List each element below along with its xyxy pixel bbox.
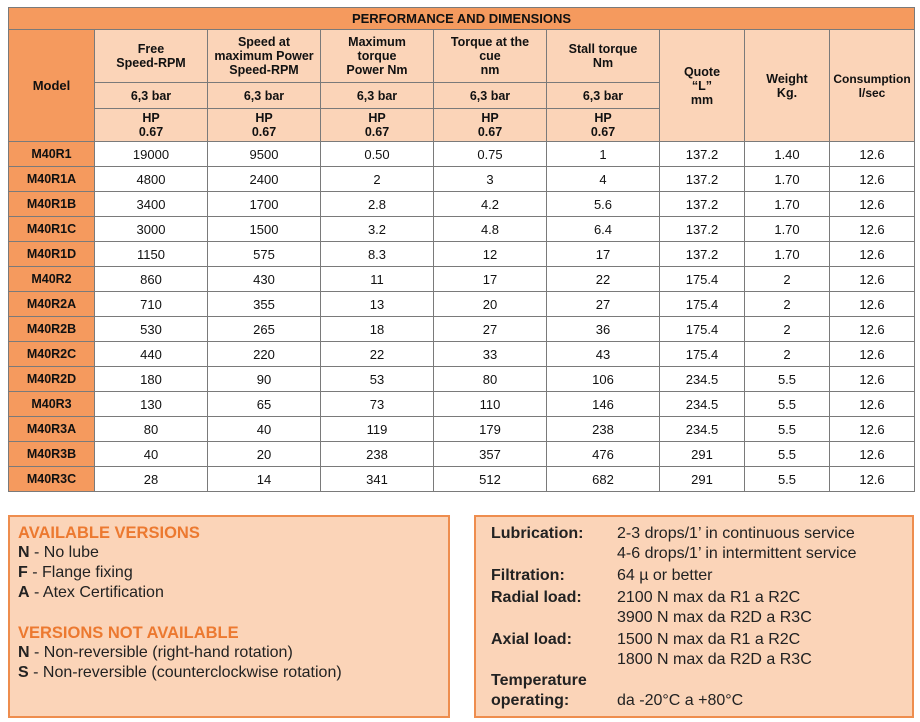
- weight-cell: 5.5: [745, 367, 830, 392]
- max-torque-cell: 11: [321, 267, 434, 292]
- weight-cell: 5.5: [745, 392, 830, 417]
- available-versions-title: AVAILABLE VERSIONS: [18, 524, 200, 542]
- model-cell: M40R1B: [9, 192, 95, 217]
- quote-l-cell: 291: [660, 467, 745, 492]
- speed-max-power-cell: 9500: [208, 142, 321, 167]
- stall-torque-cell: 682: [547, 467, 660, 492]
- axial-load-label: Axial load:: [491, 631, 572, 648]
- model-cell: M40R2: [9, 267, 95, 292]
- table-row: [9, 417, 915, 442]
- pressure-label: 6,3 bar: [95, 83, 208, 109]
- torque-cue-cell: 80: [434, 367, 547, 392]
- stall-torque-cell: 17: [547, 242, 660, 267]
- torque-cue-cell: 512: [434, 467, 547, 492]
- weight-cell: 1.70: [745, 192, 830, 217]
- temperature-value: da -20°C a +80°C: [617, 692, 744, 709]
- free-speed-cell: 80: [95, 417, 208, 442]
- weight-cell: 1.70: [745, 242, 830, 267]
- speed-max-power-cell: 265: [208, 317, 321, 342]
- version-item: S - Non-reversible (counterclockwise rotation): [18, 664, 342, 681]
- torque-cue-cell: 33: [434, 342, 547, 367]
- specs-box: [474, 515, 914, 718]
- speed-max-power-cell: 355: [208, 292, 321, 317]
- free-speed-cell: 3400: [95, 192, 208, 217]
- torque-cue-cell: 3: [434, 167, 547, 192]
- stall-torque-cell: 238: [547, 417, 660, 442]
- table-row: [9, 342, 915, 367]
- table-row: [9, 167, 915, 192]
- free-speed-cell: 4800: [95, 167, 208, 192]
- version-item: N - No lube: [18, 544, 99, 561]
- consumption-cell: 12.6: [830, 192, 915, 217]
- model-cell: M40R3C: [9, 467, 95, 492]
- free-speed-cell: 1150: [95, 242, 208, 267]
- radial-load-value: 3900 N max da R2D a R3C: [617, 609, 812, 626]
- weight-cell: 2: [745, 317, 830, 342]
- free-speed-cell: 710: [95, 292, 208, 317]
- table-row: [9, 367, 915, 392]
- quote-l-cell: 234.5: [660, 392, 745, 417]
- consumption-cell: 12.6: [830, 392, 915, 417]
- free-speed-cell: 440: [95, 342, 208, 367]
- quote-l-cell: 137.2: [660, 142, 745, 167]
- col-torque-cue-header: Torque at the cue nm: [434, 30, 547, 83]
- quote-l-cell: 234.5: [660, 417, 745, 442]
- free-speed-cell: 530: [95, 317, 208, 342]
- consumption-cell: 12.6: [830, 292, 915, 317]
- model-cell: M40R2A: [9, 292, 95, 317]
- lubrication-value: 2-3 drops/1’ in continuous service: [617, 525, 855, 542]
- quote-l-cell: 175.4: [660, 292, 745, 317]
- table-row: [9, 317, 915, 342]
- filtration-value: 64 µ or better: [617, 567, 713, 584]
- speed-max-power-cell: 1700: [208, 192, 321, 217]
- torque-cue-cell: 4.2: [434, 192, 547, 217]
- free-speed-cell: 28: [95, 467, 208, 492]
- quote-l-cell: 175.4: [660, 317, 745, 342]
- torque-cue-cell: 357: [434, 442, 547, 467]
- table-row: [9, 142, 915, 167]
- col-max-torque-header: Maximum torque Power Nm: [321, 30, 434, 83]
- pressure-label: 6,3 bar: [547, 83, 660, 109]
- hp-label: HP 0.67: [208, 109, 321, 142]
- weight-cell: 5.5: [745, 417, 830, 442]
- filtration-label: Filtration:: [491, 567, 565, 584]
- model-cell: M40R1C: [9, 217, 95, 242]
- model-cell: M40R2D: [9, 367, 95, 392]
- pressure-label: 6,3 bar: [434, 83, 547, 109]
- weight-cell: 5.5: [745, 467, 830, 492]
- max-torque-cell: 2: [321, 167, 434, 192]
- hp-label: HP 0.67: [434, 109, 547, 142]
- max-torque-cell: 8.3: [321, 242, 434, 267]
- model-cell: M40R1D: [9, 242, 95, 267]
- temperature-label: operating:: [491, 692, 570, 709]
- stall-torque-cell: 6.4: [547, 217, 660, 242]
- col-weight-header: Weight Kg.: [745, 30, 830, 142]
- stall-torque-cell: 27: [547, 292, 660, 317]
- consumption-cell: 12.6: [830, 467, 915, 492]
- performance-table: [8, 7, 915, 492]
- table-row: [9, 217, 915, 242]
- version-item: F - Flange fixing: [18, 564, 133, 581]
- max-torque-cell: 73: [321, 392, 434, 417]
- version-item: A - Atex Certification: [18, 584, 164, 601]
- model-cell: M40R3A: [9, 417, 95, 442]
- model-cell: M40R2C: [9, 342, 95, 367]
- stall-torque-cell: 4: [547, 167, 660, 192]
- quote-l-cell: 175.4: [660, 267, 745, 292]
- radial-load-value: 2100 N max da R1 a R2C: [617, 589, 801, 606]
- versions-box: [8, 515, 450, 718]
- table-row: [9, 267, 915, 292]
- quote-l-cell: 137.2: [660, 167, 745, 192]
- free-speed-cell: 40: [95, 442, 208, 467]
- weight-cell: 2: [745, 342, 830, 367]
- consumption-cell: 12.6: [830, 142, 915, 167]
- model-header: Model: [9, 30, 95, 142]
- temperature-label: Temperature: [491, 672, 587, 689]
- quote-l-cell: 175.4: [660, 342, 745, 367]
- consumption-cell: 12.6: [830, 217, 915, 242]
- col-consumption-header: Consumption l/sec: [830, 30, 915, 142]
- table-row: [9, 192, 915, 217]
- torque-cue-cell: 4.8: [434, 217, 547, 242]
- torque-cue-cell: 17: [434, 267, 547, 292]
- versions-not-available-title: VERSIONS NOT AVAILABLE: [18, 624, 239, 642]
- table-row: [9, 292, 915, 317]
- stall-torque-cell: 22: [547, 267, 660, 292]
- free-speed-cell: 180: [95, 367, 208, 392]
- consumption-cell: 12.6: [830, 342, 915, 367]
- weight-cell: 1.70: [745, 167, 830, 192]
- speed-max-power-cell: 575: [208, 242, 321, 267]
- table-row: [9, 242, 915, 267]
- max-torque-cell: 22: [321, 342, 434, 367]
- weight-cell: 2: [745, 267, 830, 292]
- max-torque-cell: 119: [321, 417, 434, 442]
- torque-cue-cell: 12: [434, 242, 547, 267]
- quote-l-cell: 137.2: [660, 192, 745, 217]
- speed-max-power-cell: 430: [208, 267, 321, 292]
- speed-max-power-cell: 14: [208, 467, 321, 492]
- radial-load-label: Radial load:: [491, 589, 582, 606]
- free-speed-cell: 3000: [95, 217, 208, 242]
- version-item: N - Non-reversible (right-hand rotation): [18, 644, 293, 661]
- quote-l-cell: 137.2: [660, 217, 745, 242]
- torque-cue-cell: 179: [434, 417, 547, 442]
- speed-max-power-cell: 2400: [208, 167, 321, 192]
- consumption-cell: 12.6: [830, 242, 915, 267]
- col-stall-torque-header: Stall torque Nm: [547, 30, 660, 83]
- consumption-cell: 12.6: [830, 367, 915, 392]
- axial-load-value: 1500 N max da R1 a R2C: [617, 631, 801, 648]
- max-torque-cell: 3.2: [321, 217, 434, 242]
- lubrication-label: Lubrication:: [491, 525, 584, 542]
- consumption-cell: 12.6: [830, 317, 915, 342]
- speed-max-power-cell: 65: [208, 392, 321, 417]
- pressure-label: 6,3 bar: [321, 83, 434, 109]
- hp-label: HP 0.67: [95, 109, 208, 142]
- max-torque-cell: 18: [321, 317, 434, 342]
- model-cell: M40R1A: [9, 167, 95, 192]
- torque-cue-cell: 0.75: [434, 142, 547, 167]
- stall-torque-cell: 43: [547, 342, 660, 367]
- speed-max-power-cell: 40: [208, 417, 321, 442]
- max-torque-cell: 0.50: [321, 142, 434, 167]
- table-title: PERFORMANCE AND DIMENSIONS: [9, 8, 915, 30]
- speed-max-power-cell: 20: [208, 442, 321, 467]
- model-cell: M40R3B: [9, 442, 95, 467]
- stall-torque-cell: 36: [547, 317, 660, 342]
- hp-label: HP 0.67: [321, 109, 434, 142]
- table-row: [9, 442, 915, 467]
- table-row: [9, 467, 915, 492]
- quote-l-cell: 291: [660, 442, 745, 467]
- max-torque-cell: 53: [321, 367, 434, 392]
- model-cell: M40R1: [9, 142, 95, 167]
- weight-cell: 5.5: [745, 442, 830, 467]
- free-speed-cell: 19000: [95, 142, 208, 167]
- col-free-speed-header: Free Speed-RPM: [95, 30, 208, 83]
- torque-cue-cell: 20: [434, 292, 547, 317]
- col-speed-max-power-header: Speed at maximum Power Speed-RPM: [208, 30, 321, 83]
- model-cell: M40R2B: [9, 317, 95, 342]
- stall-torque-cell: 476: [547, 442, 660, 467]
- torque-cue-cell: 110: [434, 392, 547, 417]
- consumption-cell: 12.6: [830, 442, 915, 467]
- stall-torque-cell: 5.6: [547, 192, 660, 217]
- weight-cell: 1.40: [745, 142, 830, 167]
- max-torque-cell: 2.8: [321, 192, 434, 217]
- stall-torque-cell: 106: [547, 367, 660, 392]
- consumption-cell: 12.6: [830, 417, 915, 442]
- max-torque-cell: 341: [321, 467, 434, 492]
- hp-label: HP 0.67: [547, 109, 660, 142]
- free-speed-cell: 130: [95, 392, 208, 417]
- weight-cell: 2: [745, 292, 830, 317]
- pressure-label: 6,3 bar: [208, 83, 321, 109]
- table-row: [9, 392, 915, 417]
- stall-torque-cell: 146: [547, 392, 660, 417]
- max-torque-cell: 238: [321, 442, 434, 467]
- weight-cell: 1.70: [745, 217, 830, 242]
- lubrication-value: 4-6 drops/1’ in intermittent service: [617, 545, 857, 562]
- consumption-cell: 12.6: [830, 167, 915, 192]
- speed-max-power-cell: 1500: [208, 217, 321, 242]
- consumption-cell: 12.6: [830, 267, 915, 292]
- max-torque-cell: 13: [321, 292, 434, 317]
- axial-load-value: 1800 N max da R2D a R3C: [617, 651, 812, 668]
- stall-torque-cell: 1: [547, 142, 660, 167]
- speed-max-power-cell: 90: [208, 367, 321, 392]
- quote-l-cell: 234.5: [660, 367, 745, 392]
- speed-max-power-cell: 220: [208, 342, 321, 367]
- quote-l-cell: 137.2: [660, 242, 745, 267]
- free-speed-cell: 860: [95, 267, 208, 292]
- torque-cue-cell: 27: [434, 317, 547, 342]
- col-quote-header: Quote “L” mm: [660, 30, 745, 142]
- model-cell: M40R3: [9, 392, 95, 417]
